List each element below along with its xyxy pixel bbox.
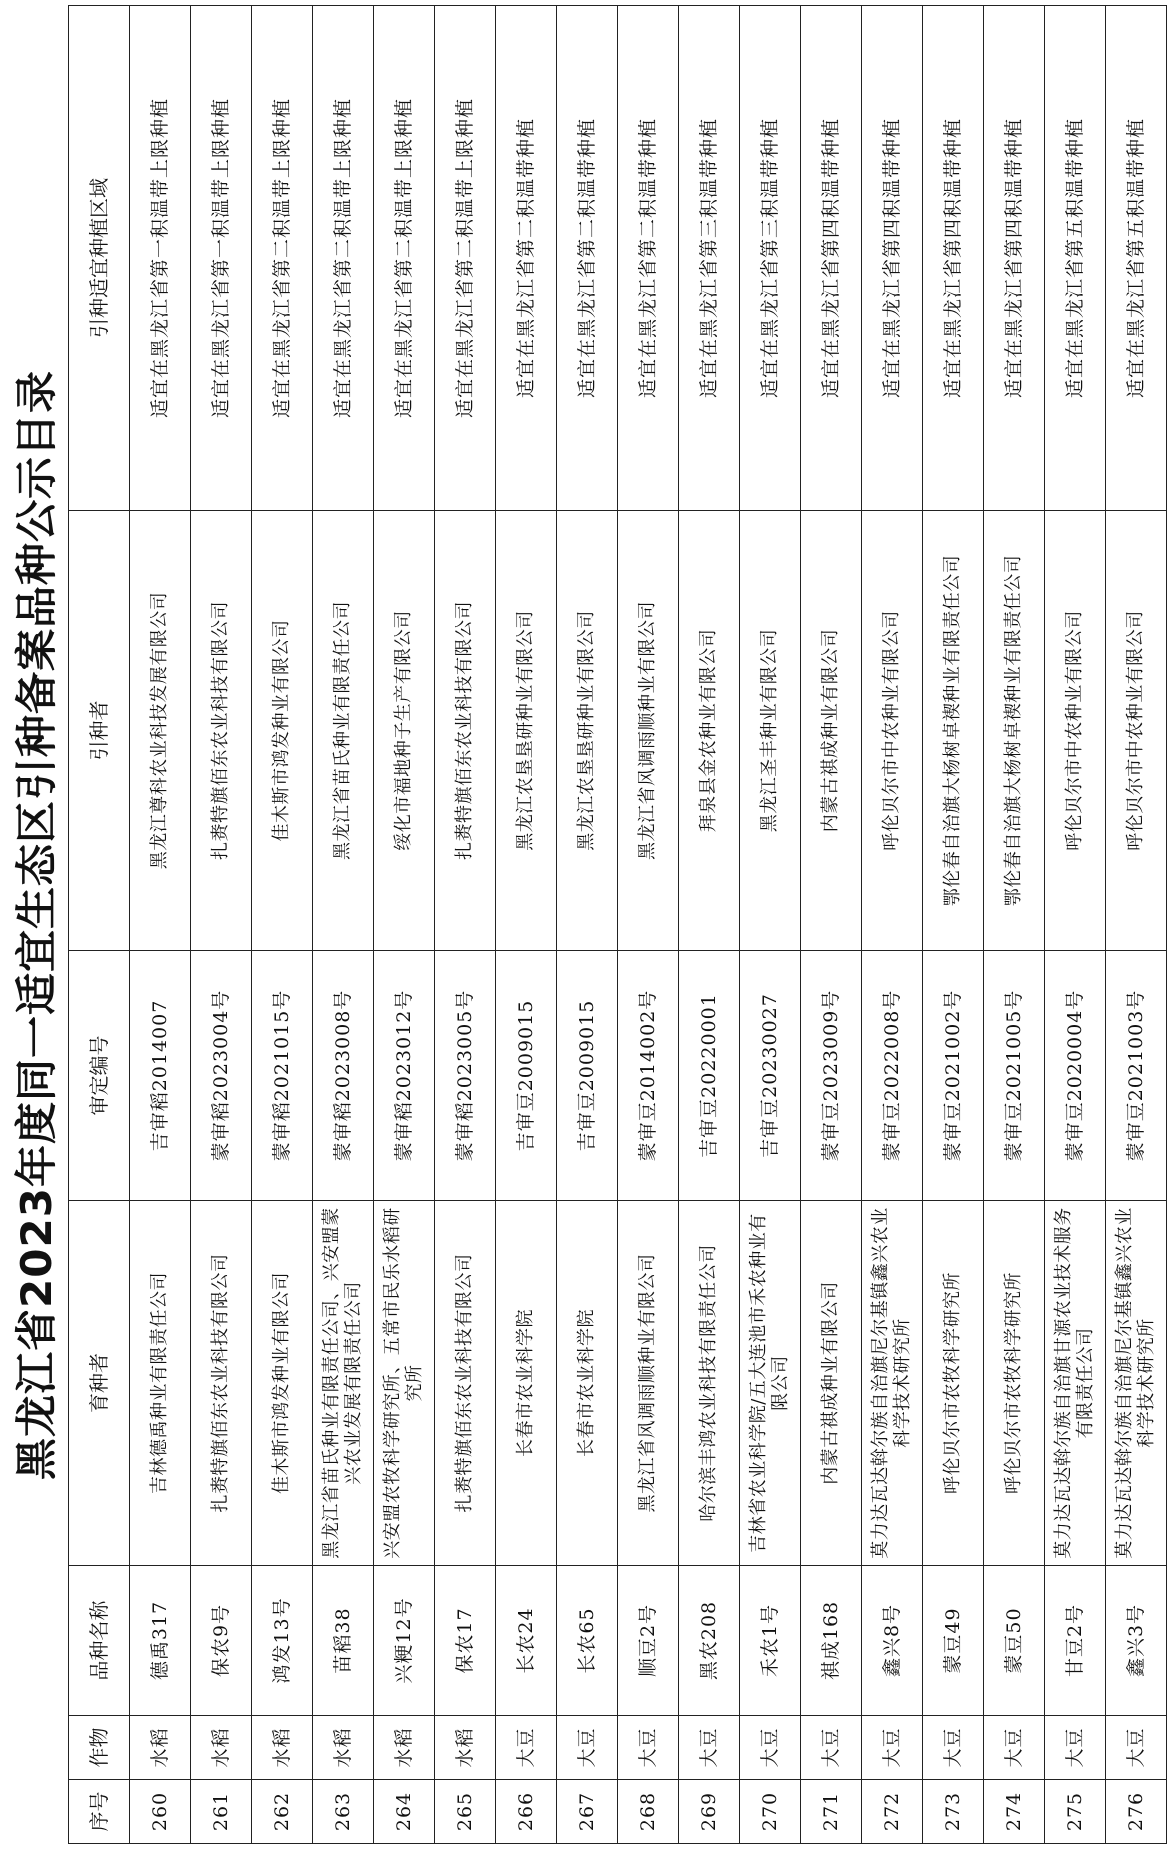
- cell-crop: 大豆: [862, 1716, 923, 1780]
- cell-introducer: 黑龙江农垦垦研种业有限公司: [496, 511, 557, 951]
- cell-crop: 水稻: [313, 1716, 374, 1780]
- cell-variety: 苗稻38: [313, 1566, 374, 1716]
- cell-breeder: 黑龙江省风调雨顺种业有限公司: [618, 1201, 679, 1566]
- cell-region: 适宜在黑龙江省第二积温带上限种植: [313, 6, 374, 511]
- cell-approval: 蒙审豆2014002号: [618, 951, 679, 1201]
- cell-crop: 水稻: [435, 1716, 496, 1780]
- cell-breeder: 莫力达瓦达斡尔族自治旗甘源农业技术服务有限责任公司: [1045, 1201, 1106, 1566]
- cell-introducer: 黑龙江圣丰种业有限公司: [740, 511, 801, 951]
- cell-approval: 蒙审豆2021003号: [1106, 951, 1167, 1201]
- table-row: [679, 6, 740, 1844]
- cell-region: 适宜在黑龙江省第四积温带种植: [984, 6, 1045, 511]
- cell-breeder: 长春市农业科学院: [496, 1201, 557, 1566]
- table-row: [1045, 6, 1106, 1844]
- cell-introducer: 绥化市福地种子生产有限公司: [374, 511, 435, 951]
- cell-breeder: 长春市农业科学院: [557, 1201, 618, 1566]
- cell-breeder: 黑龙江省苗氏种业有限责任公司、兴安盟蒙兴农业发展有限责任公司: [313, 1201, 374, 1566]
- cell-no: 267: [557, 1780, 618, 1844]
- cell-breeder: 吉林省农业科学院/五大连池市禾农种业有限公司: [740, 1201, 801, 1566]
- table-row: [313, 6, 374, 1844]
- cell-approval: 蒙审稻2021015号: [252, 951, 313, 1201]
- cell-no: 266: [496, 1780, 557, 1844]
- cell-approval: 蒙审稻2023005号: [435, 951, 496, 1201]
- table-row: [496, 6, 557, 1844]
- cell-crop: 水稻: [252, 1716, 313, 1780]
- cell-variety: 鑫兴3号: [1106, 1566, 1167, 1716]
- cell-approval: 蒙审豆2021005号: [984, 951, 1045, 1201]
- table-row: [1106, 6, 1167, 1844]
- cell-introducer: 鄂伦春自治旗大杨树卓禊种业有限责任公司: [984, 511, 1045, 951]
- cell-breeder: 哈尔滨丰鸿农业科技有限责任公司: [679, 1201, 740, 1566]
- cell-crop: 大豆: [557, 1716, 618, 1780]
- cell-introducer: 拜泉县金农种业有限公司: [679, 511, 740, 951]
- cell-introducer: 内蒙古祺成种业有限公司: [801, 511, 862, 951]
- cell-approval: 蒙审稻2023008号: [313, 951, 374, 1201]
- cell-breeder: 莫力达瓦达斡尔族自治旗尼尔基镇鑫兴农业科学技术研究所: [1106, 1201, 1167, 1566]
- page-title: 黑龙江省2023年度同一适宜生态区引种备案品种公示目录: [12, 370, 61, 1480]
- cell-region: 适宜在黑龙江省第四积温带种植: [862, 6, 923, 511]
- cell-breeder: 内蒙古祺成种业有限公司: [801, 1201, 862, 1566]
- cell-variety: 鑫兴8号: [862, 1566, 923, 1716]
- cell-region: 适宜在黑龙江省第二积温带种植: [618, 6, 679, 511]
- cell-variety: 顺豆2号: [618, 1566, 679, 1716]
- cell-approval: 吉审稻2014007: [130, 951, 191, 1201]
- cell-region: 适宜在黑龙江省第四积温带种植: [923, 6, 984, 511]
- table-header-row: [69, 6, 130, 1844]
- cell-variety: 蒙豆49: [923, 1566, 984, 1716]
- cell-introducer: 黑龙江省风调雨顺种业有限公司: [618, 511, 679, 951]
- cell-variety: 长农24: [496, 1566, 557, 1716]
- cell-region: 适宜在黑龙江省第一积温带上限种植: [191, 6, 252, 511]
- cell-region: 适宜在黑龙江省第二积温带种植: [557, 6, 618, 511]
- cell-approval: 蒙审豆2023009号: [801, 951, 862, 1201]
- cell-crop: 大豆: [923, 1716, 984, 1780]
- cell-breeder: 扎赉特旗佰东农业科技有限公司: [191, 1201, 252, 1566]
- cell-breeder: 佳木斯市鸿发种业有限公司: [252, 1201, 313, 1566]
- cell-no: 276: [1106, 1780, 1167, 1844]
- cell-region: 适宜在黑龙江省第四积温带种植: [801, 6, 862, 511]
- cell-no: 260: [130, 1780, 191, 1844]
- cell-approval: 吉审豆2009015: [557, 951, 618, 1201]
- cell-approval: 蒙审稻2023004号: [191, 951, 252, 1201]
- table-row: [618, 6, 679, 1844]
- header-no: 序号: [69, 1780, 130, 1844]
- cell-approval: 吉审豆20220001: [679, 951, 740, 1201]
- cell-crop: 大豆: [618, 1716, 679, 1780]
- cell-no: 270: [740, 1780, 801, 1844]
- cell-introducer: 呼伦贝尔市中农种业有限公司: [1045, 511, 1106, 951]
- cell-breeder: 呼伦贝尔市农牧科学研究所: [984, 1201, 1045, 1566]
- cell-introducer: 黑龙江尊科农业科技发展有限公司: [130, 511, 191, 951]
- cell-no: 263: [313, 1780, 374, 1844]
- cell-introducer: 扎赉特旗佰东农业科技有限公司: [191, 511, 252, 951]
- cell-variety: 蒙豆50: [984, 1566, 1045, 1716]
- cell-region: 适宜在黑龙江省第二积温带种植: [496, 6, 557, 511]
- cell-crop: 大豆: [801, 1716, 862, 1780]
- cell-crop: 大豆: [984, 1716, 1045, 1780]
- table-row: [801, 6, 862, 1844]
- cell-breeder: 兴安盟农牧科学研究所、五常市民乐水稻研究所: [374, 1201, 435, 1566]
- table-row: [984, 6, 1045, 1844]
- table-row: [191, 6, 252, 1844]
- cell-approval: 蒙审豆2020004号: [1045, 951, 1106, 1201]
- cell-breeder: 莫力达瓦达斡尔族自治旗尼尔基镇鑫兴农业科学技术研究所: [862, 1201, 923, 1566]
- cell-approval: 蒙审豆2022008号: [862, 951, 923, 1201]
- table-row: [557, 6, 618, 1844]
- cell-crop: 大豆: [496, 1716, 557, 1780]
- table-row: [435, 6, 496, 1844]
- cell-variety: 保农9号: [191, 1566, 252, 1716]
- table-row: [740, 6, 801, 1844]
- cell-region: 适宜在黑龙江省第二积温带上限种植: [435, 6, 496, 511]
- cell-region: 适宜在黑龙江省第五积温带种植: [1106, 6, 1167, 511]
- cell-variety: 兴粳12号: [374, 1566, 435, 1716]
- cell-variety: 鸿发13号: [252, 1566, 313, 1716]
- cell-crop: 大豆: [740, 1716, 801, 1780]
- cell-variety: 黑农208: [679, 1566, 740, 1716]
- cell-approval: 蒙审稻2023012号: [374, 951, 435, 1201]
- table-row: [923, 6, 984, 1844]
- header-region: 引种适宜种植区域: [69, 6, 130, 511]
- cell-approval: 吉审豆2009015: [496, 951, 557, 1201]
- cell-region: 适宜在黑龙江省第五积温带种植: [1045, 6, 1106, 511]
- cell-crop: 大豆: [679, 1716, 740, 1780]
- table-row: [374, 6, 435, 1844]
- cell-no: 261: [191, 1780, 252, 1844]
- cell-variety: 祺成168: [801, 1566, 862, 1716]
- header-introducer: 引种者: [69, 511, 130, 951]
- cell-region: 适宜在黑龙江省第三积温带种植: [740, 6, 801, 511]
- cell-introducer: 黑龙江农垦垦研种业有限公司: [557, 511, 618, 951]
- cell-no: 272: [862, 1780, 923, 1844]
- cell-no: 264: [374, 1780, 435, 1844]
- cell-crop: 水稻: [130, 1716, 191, 1780]
- cell-variety: 德禹317: [130, 1566, 191, 1716]
- cell-crop: 水稻: [191, 1716, 252, 1780]
- cell-breeder: 呼伦贝尔市农牧科学研究所: [923, 1201, 984, 1566]
- table-row: [862, 6, 923, 1844]
- cell-introducer: 鄂伦春自治旗大杨树卓禊种业有限责任公司: [923, 511, 984, 951]
- cell-approval: 吉审豆20230027: [740, 951, 801, 1201]
- cell-region: 适宜在黑龙江省第二积温带上限种植: [252, 6, 313, 511]
- cell-introducer: 扎赉特旗佰东农业科技有限公司: [435, 511, 496, 951]
- cell-introducer: 黑龙江省苗氏种业有限责任公司: [313, 511, 374, 951]
- cell-variety: 保农17: [435, 1566, 496, 1716]
- cell-crop: 大豆: [1045, 1716, 1106, 1780]
- cell-no: 273: [923, 1780, 984, 1844]
- cell-region: 适宜在黑龙江省第一积温带上限种植: [130, 6, 191, 511]
- cell-region: 适宜在黑龙江省第三积温带种植: [679, 6, 740, 511]
- cell-region: 适宜在黑龙江省第二积温带上限种植: [374, 6, 435, 511]
- table-row: [252, 6, 313, 1844]
- cell-no: 274: [984, 1780, 1045, 1844]
- cell-variety: 甘豆2号: [1045, 1566, 1106, 1716]
- cell-crop: 水稻: [374, 1716, 435, 1780]
- cell-no: 275: [1045, 1780, 1106, 1844]
- cell-approval: 蒙审豆2021002号: [923, 951, 984, 1201]
- cell-variety: 长农65: [557, 1566, 618, 1716]
- cell-variety: 禾农1号: [740, 1566, 801, 1716]
- cell-no: 265: [435, 1780, 496, 1844]
- header-variety: 品种名称: [69, 1566, 130, 1716]
- cell-breeder: 吉林德禹种业有限责任公司: [130, 1201, 191, 1566]
- cell-no: 262: [252, 1780, 313, 1844]
- cell-introducer: 佳木斯市鸿发种业有限公司: [252, 511, 313, 951]
- cell-crop: 大豆: [1106, 1716, 1167, 1780]
- cell-no: 268: [618, 1780, 679, 1844]
- header-crop: 作物: [69, 1716, 130, 1780]
- table-row: [130, 6, 191, 1844]
- cell-introducer: 呼伦贝尔市中农种业有限公司: [862, 511, 923, 951]
- header-breeder: 育种者: [69, 1201, 130, 1566]
- cell-no: 269: [679, 1780, 740, 1844]
- cell-introducer: 呼伦贝尔市中农种业有限公司: [1106, 511, 1167, 951]
- cell-no: 271: [801, 1780, 862, 1844]
- header-approval: 审定编号: [69, 951, 130, 1201]
- cell-breeder: 扎赉特旗佰东农业科技有限公司: [435, 1201, 496, 1566]
- variety-catalog-table: [68, 5, 1167, 1844]
